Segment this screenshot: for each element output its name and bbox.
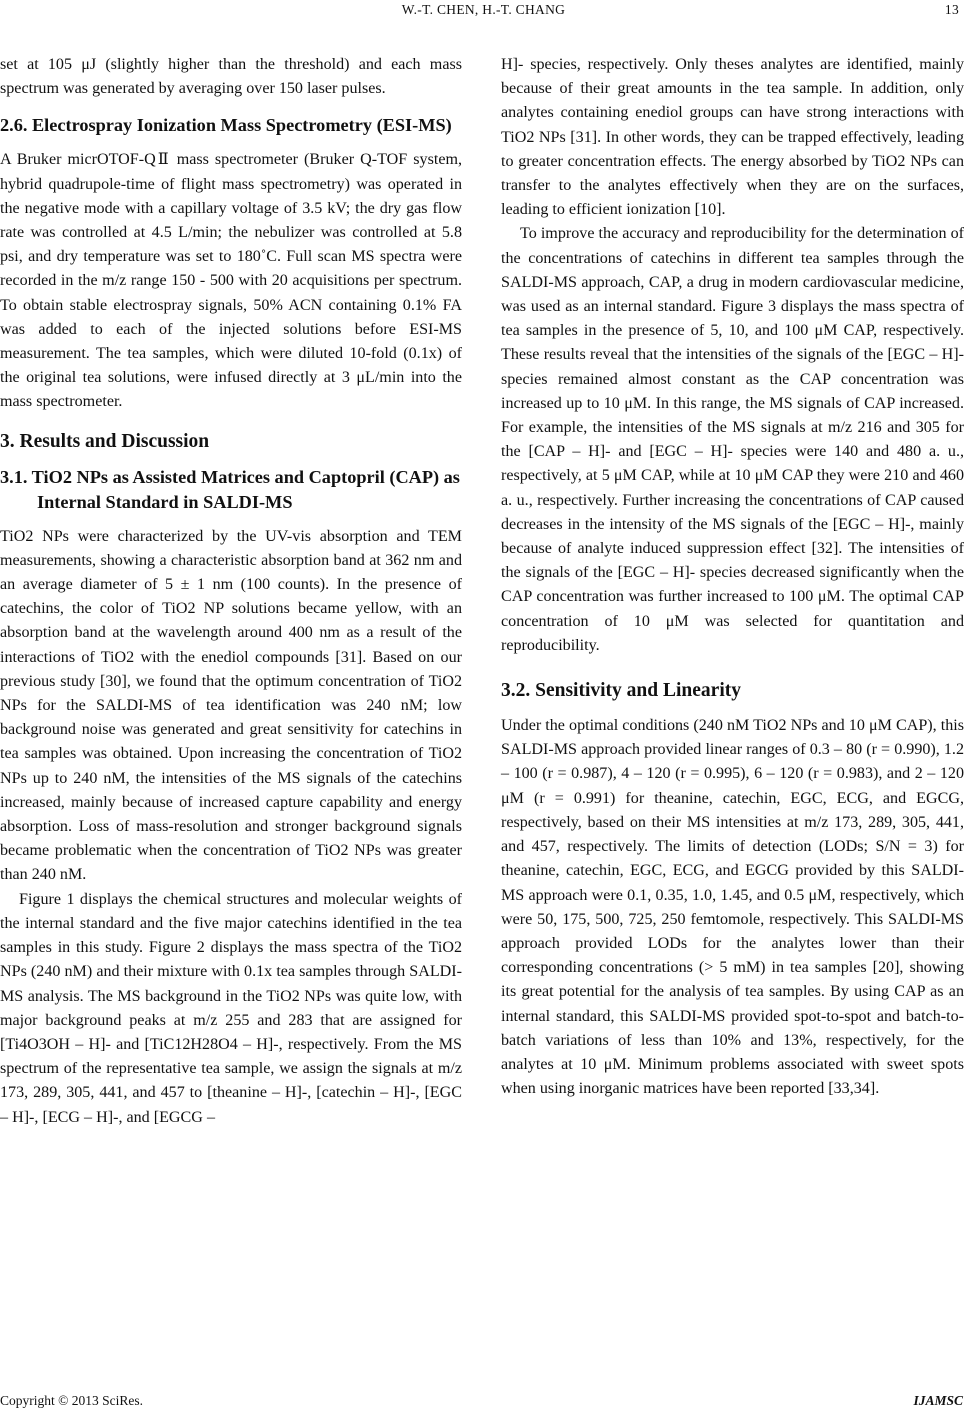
section-heading-3-1: 3.1. TiO2 NPs as Assisted Matrices and Captopril (CAP) as Internal Standard in SALDI-MS <box>0 466 460 512</box>
paragraph-sensitivity: Under the optimal conditions (240 nM TiO2 NPs and 10 μM CAP), this SALDI-MS approach provided linear ranges of 0.3 – 80 (r = 0.990), 1.2 – 100 (r = 0.987), 4 – 120 (r = 0.995), 6 – 120 (r = 0.983), and 2 – 120 μM (r = 0.991) for theanine, catechin, EGC, ECG, and EGCG, respectively, based on their MS intensities at m/z 173, 289, 305, 441, and 457, respectively. The limits of detection (LODs; S/N = 3) for theanine, catechin, EGC, ECG, and EGCG provided by this SALDI-MS approach were 0.1, 0.35, 1.0, 1.45, and 0.5 μM, respectively, which were 50, 175, 500, 725, 250 femtomole, respectively. This SALDI-MS approach provided LODs for the analytes lower than their corresponding concentrations (> 5 mM) in tea samples [20], showing its great potential for the analysis of tea samples. By using CAP as an internal standard, this SALDI-MS provided spot-to-spot and batch-to-batch variations of less than 10% and 13%, respectively, for the analytes at 10 μM. Minimum problems associated with sweet spots when using inorganic matrices have been reported [33,34]. <box>501 717 964 1098</box>
section-heading-2-6: 2.6. Electrospray Ionization Mass Spectrometry (ESI-MS) <box>0 115 452 136</box>
copyright-notice: Copyright © 2013 SciRes. <box>0 1393 144 1408</box>
paragraph-tio2-characterization: TiO2 NPs were characterized by the UV-vis absorption and TEM measurements, showing a characteristic absorption band at 362 nm and an average diameter of 5 ± 1 nm (100 counts). In the presence of catechins, the color of TiO2 NP solutions became yellow, with an absorption band at the wavelength around 400 nm as a result of the interactions of TiO2 with the enediol compounds [31]. Based on our previous study [30], we found that the optimum concentration of TiO2 NPs for the SALDI-MS of tea identification was 240 nM; low background noise was generated and great sensitivity for catechins in tea samples was obtained. Upon increasing the concentration of TiO2 NPs up to 240 nM, the intensities of the MS signals of the catechins increased, mainly because of increased capture capability and energy absorption. Loss of mass-resolution and stronger background signals became problematic when the concentration of TiO2 NPs was greater than 240 nM. <box>0 527 462 884</box>
left-column <box>0 53 462 1130</box>
paragraph-continuation-left: set at 105 μJ (slightly higher than the threshold) and each mass spectrum was generated by averaging over 150 laser pulses. <box>0 56 462 98</box>
journal-abbreviation: IJAMSC <box>913 1393 963 1408</box>
section-heading-3-2: 3.2. Sensitivity and Linearity <box>501 680 741 702</box>
page-number: 13 <box>944 2 959 17</box>
right-column <box>501 53 964 1101</box>
paragraph-figure-1: Figure 1 displays the chemical structures and molecular weights of the internal standard and the five major catechins identified in the tea samples in this study. Figure 2 displays the mass spectra of the TiO2 NPs (240 nM) and their mixture with 0.1x tea samples through SALDI-MS analysis. The MS background in the TiO2 NPs was quite low, with major background peaks at m/z 255 and 283 that are assigned for [Ti4O3OH – H]- and [TiC12H28O4 – H]-, respectively. From the MS spectrum of the representative tea sample, we assign the signals at m/z 173, 289, 305, 441, and 457 to [theanine – H]-, [catechin – H]-, [EGC – H]-, [ECG – H]-, and [EGCG – <box>0 890 462 1126</box>
paragraph-esi-ms: A Bruker micrOTOF-QⅡ mass spectrometer (Bruker Q-TOF system, hybrid quadrupole-time of flight mass spectrometry) was operated in the negative mode with a capillary voltage of 3.5 kV; the dry gas flow rate was controlled at 4.5 L/min; the nebulizer was controlled at 5.8 psi, and dry temperature was set to 180˚C. Full scan MS spectra were recorded in the m/z range 150 - 500 with 20 acquisitions per spectrum. To obtain stable electrospray signals, 50% ACN containing 0.1% FA was added to each of the injected solutions before ESI-MS measurement. The tea samples, which were diluted 10-fold (0.1x) of the original tea solutions, were infused directly at 3 μL/min into the mass spectrometer. <box>0 151 462 411</box>
section-heading-3: 3. Results and Discussion <box>0 430 210 452</box>
running-head-authors: W.-T. CHEN, H.-T. CHANG <box>401 2 566 17</box>
paragraph-cap-internal-standard: To improve the accuracy and reproducibility for the determination of the concentrations of catechins in different tea samples through the SALDI-MS approach, CAP, a drug in modern cardiovascular medicine, was used as an internal standard. Figure 3 displays the mass spectra of tea samples in the presence of 5, 10, and 100 μM CAP, respectively. These results reveal that the intensities of the signals of the [EGC – H]- species remained almost constant as the CAP concentration was increased up to 10 μM. In this range, the MS signals of CAP increased. For example, the intensities of the MS signals at m/z 216 and 305 for the [CAP – H]- and [EGC – H]- species were 140 and 480 a. u., respectively, at 5 μM CAP, while at 10 μM CAP they were 210 and 460 a. u., respectively. Further increasing the concentrations of CAP caused decreases in the intensity of the MS signals of the [EGC – H]-, mainly because of analyte induced suppression effect [32]. The intensities of the signals of the [EGC – H]- species decreased significantly when the CAP concentration was further increased to 100 μM. The optimal CAP concentration of 10 μM was selected for quantitation and reproducibility. <box>501 225 964 654</box>
page-footer <box>0 1393 967 1413</box>
running-head <box>0 0 967 22</box>
paragraph-continuation-right: H]- species, respectively. Only theses analytes are identified, mainly because of their great amounts in the tea sample. In addition, only analytes containing enediol groups can have strong interactions with TiO2 NPs [31]. In other words, they can be trapped effectively, leading to greater concentration effects. The energy absorbed by TiO2 NPs can transfer to the analytes effectively when they are on the surfaces, leading to efficient ionization [10]. <box>501 56 964 219</box>
